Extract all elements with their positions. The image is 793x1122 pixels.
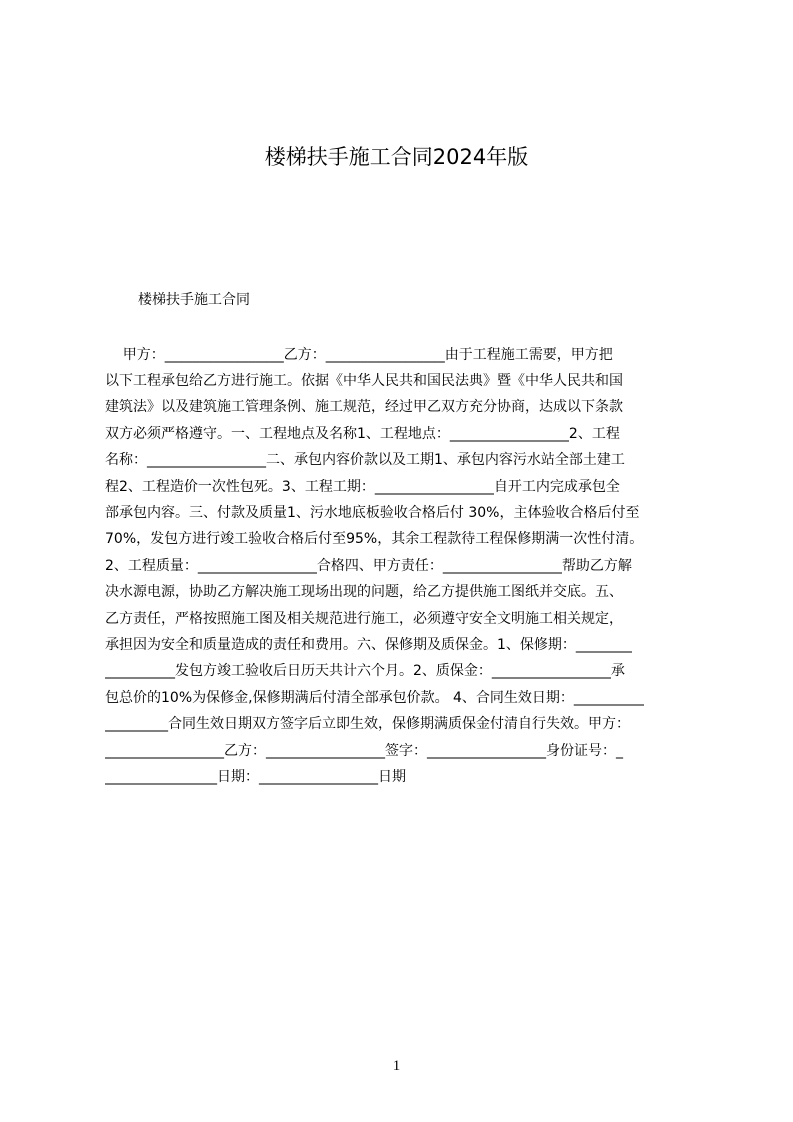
body-line: 部承包内容。三、付款及质量1、污水地底板验收合格后付 30%，主体验收合格后付至 (105, 505, 640, 521)
body-line: 乙方责任，严格按照施工图及相关规范进行施工，必须遵守安全文明施工相关规定， (105, 611, 623, 627)
body-line: ________________日期：_________________日期 (105, 769, 406, 785)
body-line: 名称：_________________二、承包内容价款以及工期1、承包内容污水站全部土建工 (105, 452, 625, 468)
document-title: 楼梯扶手施工合同2024年版 (264, 145, 529, 169)
body-line: 建筑法》以及建筑施工管理条例、施工规范，经过甲乙双方充分协商，达成以下条款 (105, 399, 623, 415)
body-line: 双方必须严格遵守。一、工程地点及名称1、工程地点：_________________2、工程 (105, 426, 620, 442)
body-line: 包总价的10%为保修金,保修期满后付清全部承包价款。 4、合同生效日期：__________ (105, 690, 644, 706)
body-line: 70%，发包方进行竣工验收合格后付至95%，其余工程款待工程保修期满一次性付清。 (105, 531, 644, 547)
body-line: 以下工程承包给乙方进行施工。依据《中华人民共和国民法典》暨《中华人民共和国 (105, 373, 623, 389)
body-line: 承担因为安全和质量造成的责任和费用。六、保修期及质保金。1、保修期：________ (105, 637, 632, 653)
body-line: _________________乙方：_________________签字：_________________身份证号：_ (105, 743, 623, 759)
body-line: 甲方：_________________乙方：_________________由于工程施工需要，甲方把 (105, 347, 613, 363)
body-line: __________发包方竣工验收后日历天共计六个月。2、质保金：_________________承 (105, 663, 625, 679)
body-line: 决水源电源，协助乙方解决施工现场出现的问题，给乙方提供施工图纸并交底。五、 (105, 584, 623, 600)
body-line: 2、工程质量：_________________合格四、甲方责任：_________________帮助乙方解 (105, 558, 632, 574)
page-number: 1 (392, 1058, 401, 1074)
body-line: 程2、工程造价一次性包死。3、工程工期：_________________自开工内完成承包全 (105, 479, 620, 495)
contract-subtitle: 楼梯扶手施工合同 (138, 292, 250, 308)
body-line: _________合同生效日期双方签字后立即生效，保修期满质保金付清自行失效。甲方： (105, 716, 630, 732)
